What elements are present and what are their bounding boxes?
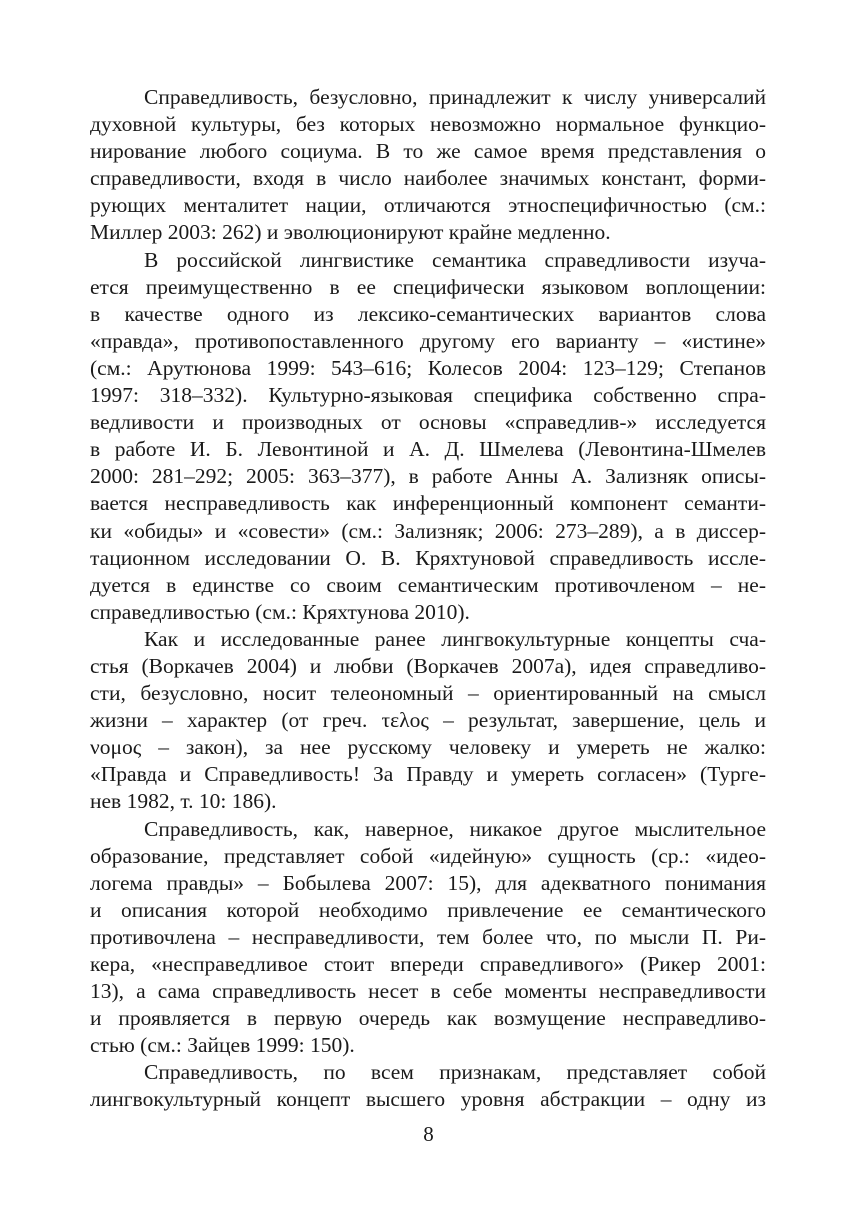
text-line: противочлена – несправедливости, тем более что, по мысли П. Ри- (90, 924, 766, 949)
paragraph-5 (90, 1059, 766, 1113)
text-line: 1997: 318–332). Культурно-языковая специфика собственно спра- (90, 383, 766, 408)
text-line: кера, «несправедливое стоит впереди справедливого» (Рикер 2001: (90, 952, 766, 976)
text-line: в качестве одного из лексико-семантических вариантов слова (90, 301, 766, 326)
text-line: стью (см.: Зайцев 1999: 150). (90, 1033, 355, 1058)
text-line: (см.: Арутюнова 1999: 543–616; Колесов 2004: 123–129; Степанов (90, 355, 766, 380)
text-line: образование, представляет собой «идейную» сущность (ср.: «идео- (90, 843, 766, 868)
page-number: 8 (423, 1122, 434, 1146)
text-line: и проявляется в первую очередь как возмущение несправедливо- (90, 1006, 766, 1031)
text-line: «Правда и Справедливость! За Правду и умереть согласен» (Турге- (90, 762, 766, 787)
text-line: В российской лингвистике семантика справедливости изуча- (144, 247, 766, 272)
text-line: духовной культуры, без которых невозможно нормальное функцио- (90, 112, 766, 137)
text-line: «правда», противопоставленного другому его варианту – «истине» (90, 328, 766, 353)
text-line: рующих менталитет нации, отличаются этноспецифичностью (см.: (90, 193, 766, 218)
text-line: жизни – характер (от греч. τελος – результат, завершение, цель и (90, 708, 766, 733)
paragraph-2 (90, 247, 766, 626)
text-line: нев 1982, т. 10: 186). (90, 789, 277, 814)
text-line: лингвокультурный концепт высшего уровня абстракции – одну из (90, 1087, 766, 1112)
text-line: 13), а сама справедливость несет в себе моменты несправедливости (90, 979, 766, 1004)
text-line: тационном исследовании О. В. Кряхтуновой справедливость иссле- (90, 545, 766, 570)
text-line: νομος – закон), за нее русскому человеку и умереть не жалко: (90, 735, 766, 760)
text-line: ки «обиды» и «совести» (см.: Зализняк; 2006: 273–289), а в диссер- (90, 518, 766, 543)
text-line: логема правды» – Бобылева 2007: 15), для адекватного понимания (90, 870, 766, 895)
text-line: Справедливость, безусловно, принадлежит к числу универсалий (144, 85, 766, 109)
text-line: сти, безусловно, носит телеономный – ориентированный на смысл (90, 681, 766, 706)
text-line: справедливости, входя в число наиболее значимых констант, форми- (90, 166, 766, 191)
text-line: стья (Воркачев 2004) и любви (Воркачев 2007а), идея справедливо- (90, 653, 766, 678)
text-line: ведливости и производных от основы «справедлив-» исследуется (90, 410, 766, 435)
text-line: вается несправедливость как инференционный компонент семанти- (90, 491, 766, 516)
text-line: и описания которой необходимо привлечение ее семантического (90, 897, 766, 922)
page-body-text (90, 84, 766, 1114)
paragraph-4 (90, 816, 766, 1060)
paragraph-1 (90, 84, 766, 247)
text-line: Справедливость, как, наверное, никакое другое мыслительное (144, 816, 766, 841)
text-line: Справедливость, по всем признакам, представляет собой (144, 1060, 766, 1085)
paragraph-3 (90, 626, 766, 816)
text-line: Как и исследованные ранее лингвокультурные концепты сча- (144, 626, 766, 651)
text-line: ется преимущественно в ее специфически языковом воплощении: (90, 274, 766, 299)
text-line: в работе И. Б. Левонтиной и А. Д. Шмелева (Левонтина-Шмелев (90, 437, 766, 462)
text-line: Миллер 2003: 262) и эволюционируют крайне медленно. (90, 220, 611, 245)
text-line: 2000: 281–292; 2005: 363–377), в работе Анны А. Зализняк описы- (90, 464, 766, 489)
text-line: дуется в единстве со своим семантическим противочленом – не- (90, 572, 766, 597)
text-line: нирование любого социума. В то же самое время представления о (90, 139, 766, 164)
text-line: справедливостью (см.: Кряхтунова 2010). (90, 599, 470, 624)
